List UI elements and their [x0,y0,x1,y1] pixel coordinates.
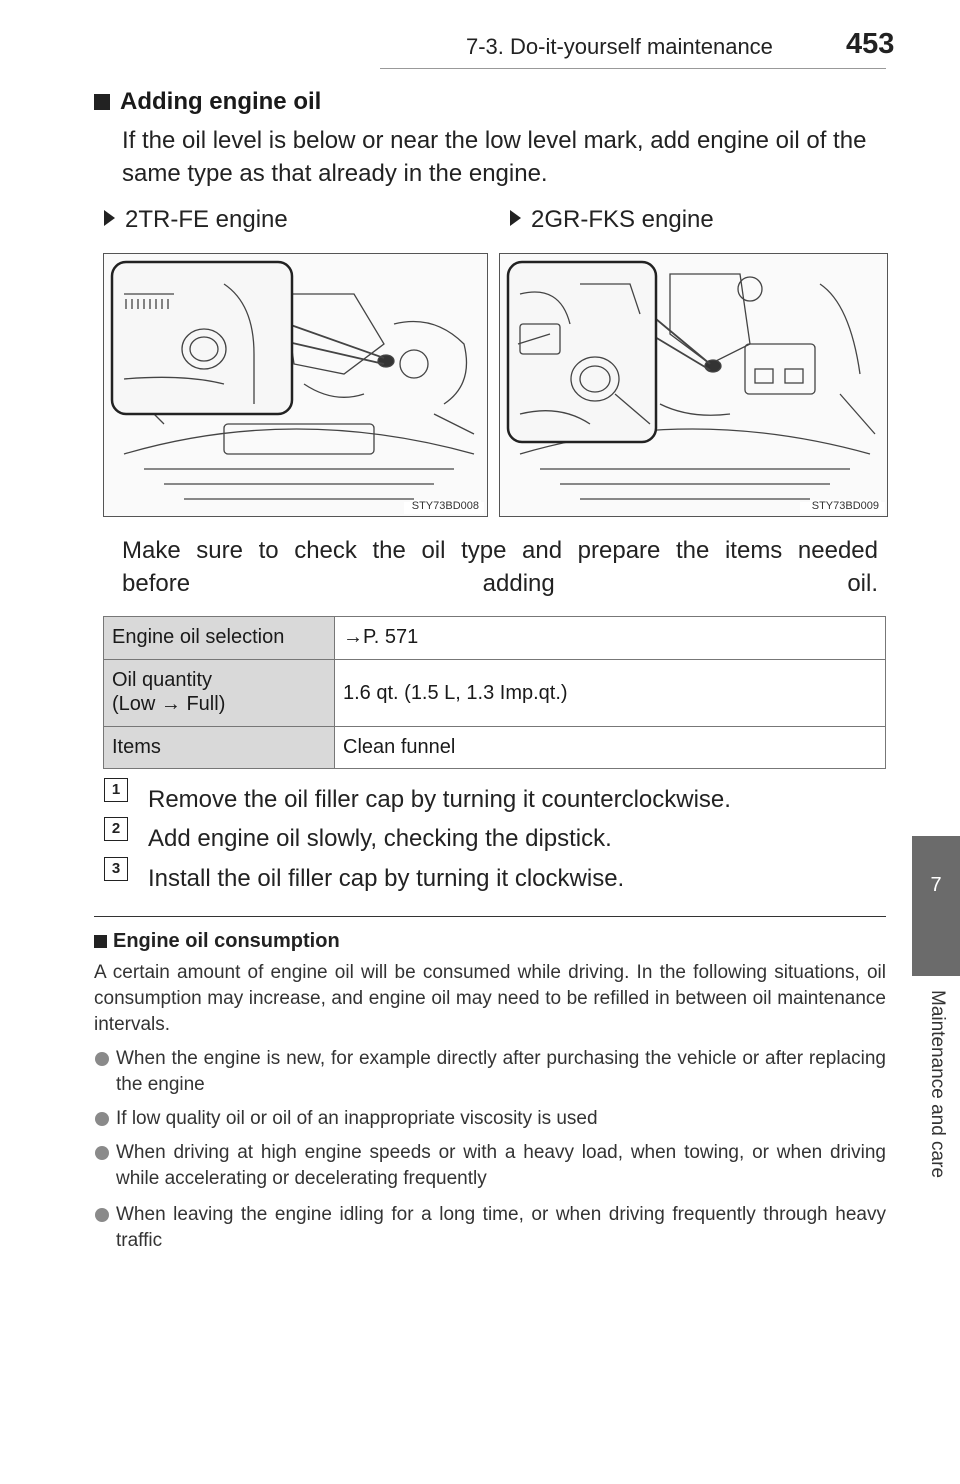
table-key [104,660,335,727]
section-heading-text: Adding engine oil [120,88,322,115]
table-key: Engine oil selection [104,617,335,660]
section-divider [94,916,886,917]
list-item [94,1046,886,1098]
square-bullet-icon [94,94,110,110]
step-item [104,860,625,893]
bullet-dot-icon [95,1146,109,1160]
list-item-text: If low quality oil or oil of an inappropriate viscosity is used [116,1108,598,1129]
bullet-dot-icon [95,1208,109,1222]
list-item [94,1106,886,1132]
chapter-label-container [912,990,960,1260]
engine-label-text: 2GR-FKS engine [531,206,714,233]
section-heading-adding-oil [94,88,321,116]
engine-bay-drawing [500,254,887,516]
list-item [94,1140,886,1192]
chapter-tab [912,836,960,976]
section-intro: If the oil level is below or near the low level mark, add engine oil of the same type as that already in the engine. [122,127,867,187]
step-number: 3 [104,857,128,881]
table-row [104,660,886,727]
page-number: 453 [846,28,895,60]
consumption-intro: A certain amount of engine oil will be consumed while driving. In the following situations, oil consumption may increase, and engine oil may need to be refilled in between oil maintenance intervals. [94,962,886,1035]
table-value: →P. 571 [335,617,886,660]
header-rule [380,68,886,69]
bullet-dot-icon [95,1052,109,1066]
engine-label-text: 2TR-FE engine [125,206,288,233]
table-key-line: (Low → Full) [112,693,226,715]
list-item [94,1202,886,1254]
image-code: STY73BD008 [411,500,479,512]
section-heading-text: Engine oil consumption [113,930,340,952]
table-key: Items [104,727,335,769]
step-item [104,820,612,853]
chapter-number: 7 [930,874,942,896]
engine-illustration-2tr [103,253,488,517]
list-item-text: When the engine is new, for example directly after purchasing the vehicle or after replacing the engine [116,1048,886,1095]
engine-illustration-2gr [499,253,888,517]
chapter-label: Maintenance and care [927,990,948,1179]
engine-label-2tr [104,206,288,234]
square-bullet-icon [94,935,107,948]
table-value: Clean funnel [335,727,886,769]
running-header-section: 7-3. Do-it-yourself maintenance [466,34,773,59]
preparation-note-line: Make sure to check the oil type and prepare the items needed before adding oil. [122,537,878,597]
step-text: Install the oil filler cap by turning it clockwise. [148,865,625,892]
preparation-note [122,534,892,600]
table-value: 1.6 qt. (1.5 L, 1.3 Imp.qt.) [335,660,886,727]
engine-bay-drawing [104,254,487,516]
table-key-line: Oil quantity [112,669,213,691]
step-text: Remove the oil filler cap by turning it counterclockwise. [148,786,731,813]
triangle-arrow-icon [510,210,521,226]
image-code: STY73BD009 [811,500,879,512]
bullet-dot-icon [95,1112,109,1126]
list-item-text: When leaving the engine idling for a long time, or when driving frequently through heavy traffic [116,1204,886,1251]
oil-spec-table [103,616,886,769]
table-row [104,617,886,660]
list-item-text: When driving at high engine speeds or with a heavy load, when towing, or when driving while accelerating or decelerating frequently [116,1142,886,1189]
section-heading-consumption [94,930,340,953]
triangle-arrow-icon [104,210,115,226]
step-number: 2 [104,817,128,841]
step-text: Add engine oil slowly, checking the dipstick. [148,825,612,852]
table-row [104,727,886,769]
engine-label-2gr [510,206,714,234]
step-item [104,781,731,814]
step-number: 1 [104,778,128,802]
